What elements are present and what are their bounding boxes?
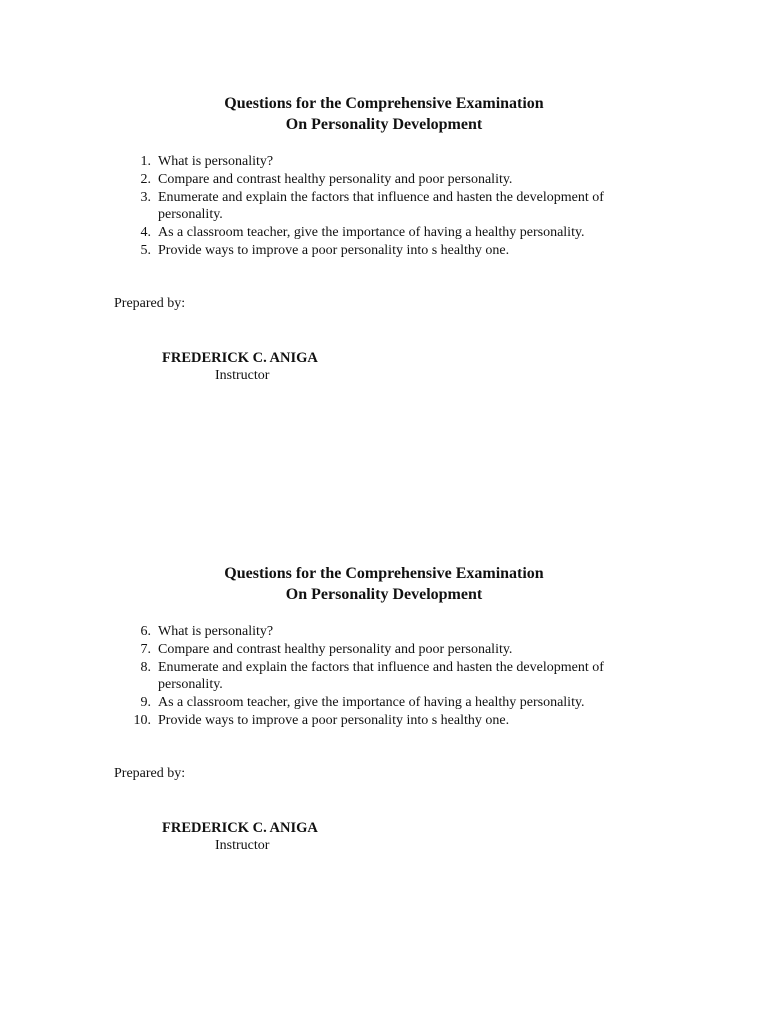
question-text: Compare and contrast healthy personality and poor personality. xyxy=(158,171,513,187)
question-text: Enumerate and explain the factors that influence and hasten the development of personality. xyxy=(158,189,604,223)
question-item xyxy=(0,153,648,171)
title-line-1: Questions for the Comprehensive Examination xyxy=(224,565,544,582)
question-number: 8. xyxy=(140,659,151,675)
question-text: What is personality? xyxy=(158,624,274,639)
question-number: 10. xyxy=(133,712,151,728)
question-text: As a classroom teacher, give the importance of having a healthy personality. xyxy=(158,695,585,711)
title-line-1: Questions for the Comprehensive Examination xyxy=(224,95,544,112)
document-title xyxy=(0,93,768,135)
document-title xyxy=(0,563,768,605)
question-text: Enumerate and explain the factors that influence and hasten the development of personality. xyxy=(158,659,604,693)
question-number: 3. xyxy=(140,189,151,205)
question-number: 9. xyxy=(140,695,151,711)
title-line-2: On Personality Development xyxy=(285,116,483,133)
question-number: 5. xyxy=(140,242,151,258)
title-line-2: On Personality Development xyxy=(285,586,483,603)
prepared-by-label: Prepared by: xyxy=(114,296,186,311)
question-item xyxy=(0,694,648,712)
question-text: As a classroom teacher, give the importance of having a healthy personality. xyxy=(158,225,585,241)
question-text: Provide ways to improve a poor personality into s healthy one. xyxy=(158,712,510,728)
question-number: 1. xyxy=(140,154,151,169)
question-number: 4. xyxy=(140,225,151,241)
question-text: What is personality? xyxy=(158,154,274,169)
question-item xyxy=(0,171,648,189)
question-number: 7. xyxy=(140,641,151,657)
signatory-title: Instructor xyxy=(215,368,270,383)
question-item xyxy=(0,641,648,659)
question-list xyxy=(0,623,768,730)
prepared-by-label: Prepared by: xyxy=(114,766,186,781)
question-item xyxy=(0,224,648,242)
question-item xyxy=(0,623,648,641)
exam-section-1 xyxy=(0,93,768,383)
question-item xyxy=(0,242,648,260)
exam-section-2 xyxy=(0,563,768,853)
signatory-name: FREDERICK C. ANIGA xyxy=(162,820,318,836)
question-item xyxy=(0,189,648,225)
signatory-name: FREDERICK C. ANIGA xyxy=(162,350,318,366)
question-list xyxy=(0,153,768,260)
question-item xyxy=(0,659,648,695)
signatory-title: Instructor xyxy=(215,838,270,853)
question-text: Provide ways to improve a poor personality into s healthy one. xyxy=(158,242,510,258)
question-number: 6. xyxy=(140,624,151,639)
question-number: 2. xyxy=(140,171,151,187)
question-text: Compare and contrast healthy personality and poor personality. xyxy=(158,641,513,657)
question-item xyxy=(0,712,648,730)
